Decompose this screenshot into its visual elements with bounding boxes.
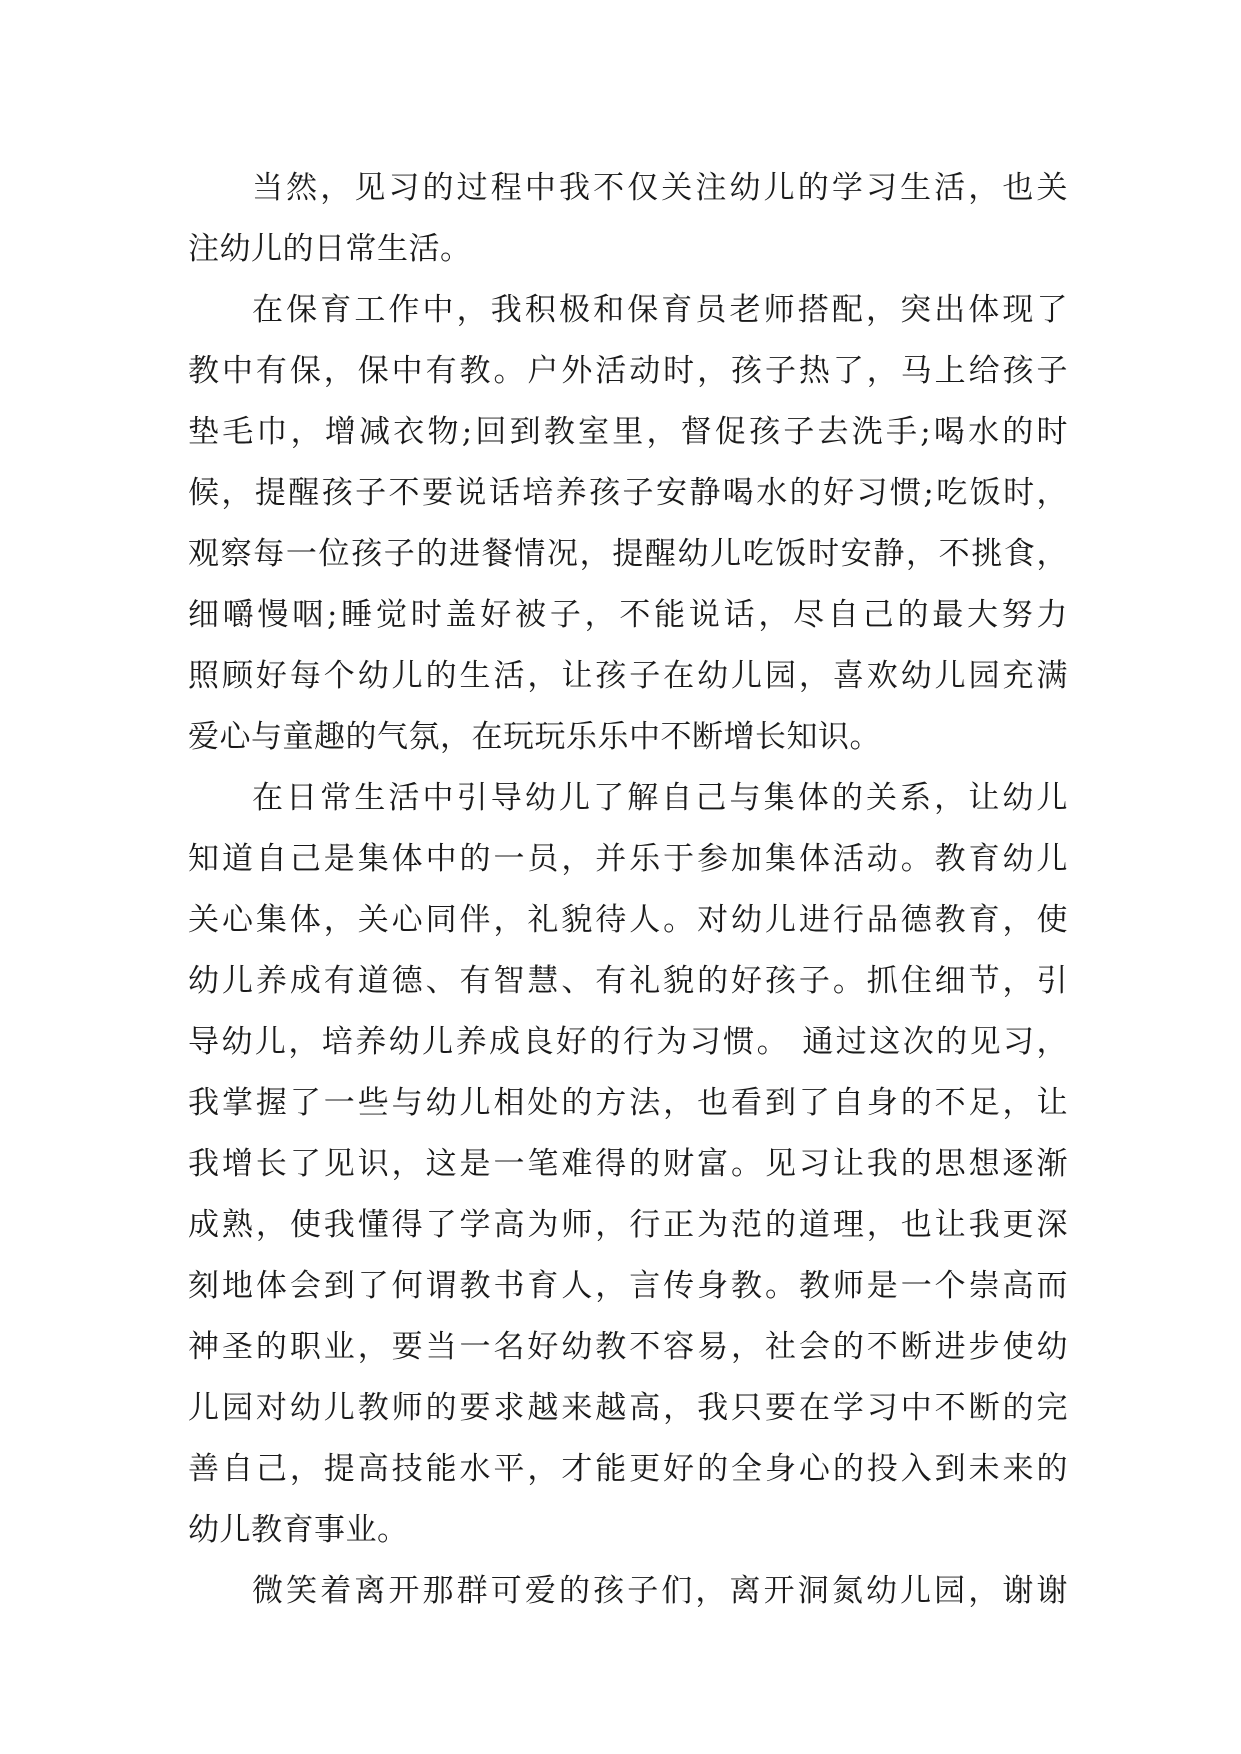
paragraph-line: 细嚼慢咽;睡觉时盖好被子，不能说话，尽自己的最大努力 [188,597,1068,633]
paragraph-line: 我掌握了一些与幼儿相处的方法，也看到了自身的不足，让 [188,1085,1068,1121]
paragraph-line: 教中有保，保中有教。户外活动时，孩子热了，马上给孩子 [188,353,1068,389]
paragraph-line: 我增长了见识，这是一笔难得的财富。见习让我的思想逐渐 [188,1146,1068,1182]
paragraph-line: 照顾好每个幼儿的生活，让孩子在幼儿园，喜欢幼儿园充满 [188,658,1068,694]
paragraph-line: 微笑着离开那群可爱的孩子们，离开洞氮幼儿园，谢谢 [252,1573,1068,1609]
paragraph-line: 知道自己是集体中的一员，并乐于参加集体活动。教育幼儿 [188,841,1068,877]
paragraph-line: 在保育工作中，我积极和保育员老师搭配，突出体现了 [252,292,1068,328]
paragraph-line: 观察每一位孩子的进餐情况，提醒幼儿吃饭时安静，不挑食， [188,536,1068,572]
paragraph-line: 幼儿教育事业。 [188,1512,409,1548]
paragraph-line: 在日常生活中引导幼儿了解自己与集体的关系，让幼儿 [252,780,1068,816]
paragraph-line: 爱心与童趣的气氛，在玩玩乐乐中不断增长知识。 [188,719,881,755]
paragraph-line: 关心集体，关心同伴，礼貌待人。对幼儿进行品德教育，使 [188,902,1068,938]
paragraph-line: 垫毛巾，增减衣物;回到教室里，督促孩子去洗手;喝水的时 [188,414,1068,450]
paragraph-line: 善自己，提高技能水平，才能更好的全身心的投入到未来的 [188,1451,1068,1487]
paragraph-line: 导幼儿，培养幼儿养成良好的行为习惯。 通过这次的见习， [188,1024,1068,1060]
paragraph-line: 当然，见习的过程中我不仅关注幼儿的学习生活，也关 [252,170,1068,206]
paragraph-line: 注幼儿的日常生活。 [188,231,472,267]
paragraph-line: 成熟，使我懂得了学高为师，行正为范的道理，也让我更深 [188,1207,1068,1243]
paragraph-line: 刻地体会到了何谓教书育人，言传身教。教师是一个崇高而 [188,1268,1068,1304]
paragraph-line: 幼儿养成有道德、有智慧、有礼貌的好孩子。抓住细节，引 [188,963,1068,999]
document-body [188,158,1068,1622]
paragraph-line: 候，提醒孩子不要说话培养孩子安静喝水的好习惯;吃饭时， [188,475,1068,511]
paragraph-line: 神圣的职业，要当一名好幼教不容易，社会的不断进步使幼 [188,1329,1068,1365]
paragraph-line: 儿园对幼儿教师的要求越来越高，我只要在学习中不断的完 [188,1390,1068,1426]
